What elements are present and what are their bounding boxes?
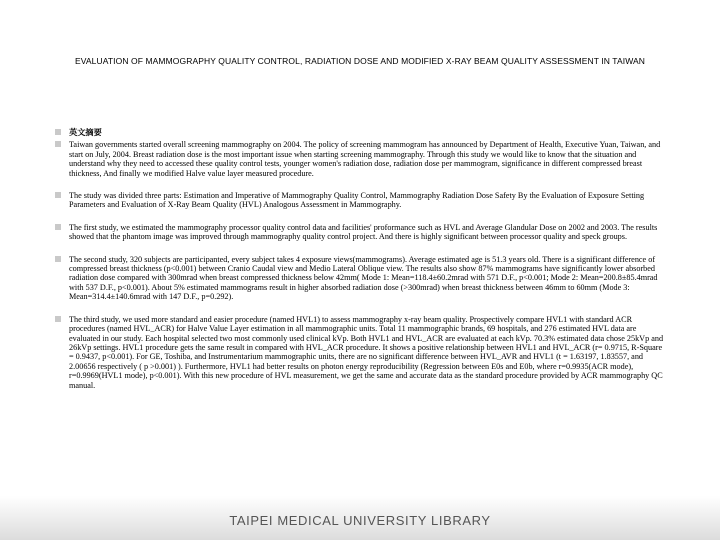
bullet-text: The third study, we used more standard and easier procedure (named HVL1) to assess mammography x-ray beam quality. Prospectively compare HVL1 with standard ACR procedures (named HVL_ACR) for Halve Value Layer estimation in all mammographic units. Total 11 mammographic brands, 69 hospitals, and 276 estimated HVL data are evaluated in our study. Each hospital selected two most commonly used clinical kVp. Both HVL1 and HVL_ACR are evaluated at each kVp. 70.3% estimated data chose 25kVp and 26kVp settings. HVL1 procedure gets the same result in compared with HVL_ACR procedure. It shows a positive relationship between HVL1 and HVL_ACR (r= 0.9715, R-Square = 0.9437, p<0.001). For GE, Toshiba, and Instrumentarium mammographic units, there are no significant difference between HVL_AVR and HVL1 (t = 1.63197, 1.83557, and 2.00656 respectively ( p >0.001) ). Furthermore, HVL1 had better results on photon energy reproducibility (Regression between E0s and E0b, where r=0.9935(ACR mode), r=0.9969(HVL1 mode), p<0.001). With this new procedure of HVL measurement, we get the same and accurate data as the standard procedure provided by ACR mammography QC manual. — [69, 314, 664, 390]
bullet-item-background — [55, 140, 667, 178]
square-bullet-icon — [55, 129, 61, 135]
bullet-item-heading — [55, 128, 667, 137]
bullet-item-second-study — [55, 255, 667, 302]
square-bullet-icon — [55, 256, 61, 262]
bullet-list — [55, 128, 667, 390]
slide-title: EVALUATION OF MAMMOGRAPHY QUALITY CONTROL, RADIATION DOSE AND MODIFIED X-RAY BEAM QUALITY ASSESSMENT IN TAIWAN — [74, 56, 646, 66]
square-bullet-icon — [55, 224, 61, 230]
bullet-item-study-parts — [55, 191, 667, 210]
abstract-heading: 英文摘要 — [69, 128, 102, 137]
bullet-text: The study was divided three parts: Estimation and Imperative of Mammography Quality Control, Mammography Radiation Dose Safety By the Evaluation of Exposure Setting Parameters and Evaluation of X-Ray Beam Quality (HVL) Analogous Assessment in Mammography. — [69, 191, 645, 210]
bullet-text: Taiwan governments started overall screening mammography on 2004. The policy of screening mammogram has announced by Department of Health, Executive Yuan, Taiwan, and start on July, 2004. Breast radiation dose is the most important issue when starting screening mammography. Through this study we would like to know that the situation and understand why they need to accessed these quality control tests, younger women's radiation dose, radiation dose per mammogram, significance in different compressed breast thickness, And finally we modified Halve value layer measured procedure. — [69, 140, 661, 178]
bullet-item-first-study — [55, 223, 667, 242]
bullet-text: The second study, 320 subjects are participanted, every subject takes 4 exposure views(mammograms). Average estimated age is 51.3 years old. There is a significant difference of compressed breast thickness (p<0.001) between Cranio Caudal view and Medio Lateral Oblique view. The results also show 87% mammograms have significantly lower absorbed radiation dose compared with 300mrad when breast compressed thickness below 42mm( Mode 1: Mean=118.4±60.2mrad with 571 D.F., p<0.001; Mode 2: Mean=200.8±85.4mrad with 537 D.F., p<0.001). About 5% estimated mammograms result in higher absorbed radiation dose (>300mrad) when breast thickness between 46mm to 60mm (Mode 3: Mean=314.4±140.6mrad with 147 D.F., p=0.292). — [69, 254, 658, 302]
bullet-text: The first study, we estimated the mammography processor quality control data and facilities' proformance such as HVL and Average Glandular Dose on 2002 and 2003. The results showed that the phantom image was improved through mammography quality control project. And there is highly significant between processor quality and speck groups. — [69, 222, 658, 242]
square-bullet-icon — [55, 192, 61, 198]
footer-library-name: TAIPEI MEDICAL UNIVERSITY LIBRARY — [229, 513, 491, 528]
bullet-item-third-study — [55, 315, 667, 390]
square-bullet-icon — [55, 316, 61, 322]
square-bullet-icon — [55, 141, 61, 147]
